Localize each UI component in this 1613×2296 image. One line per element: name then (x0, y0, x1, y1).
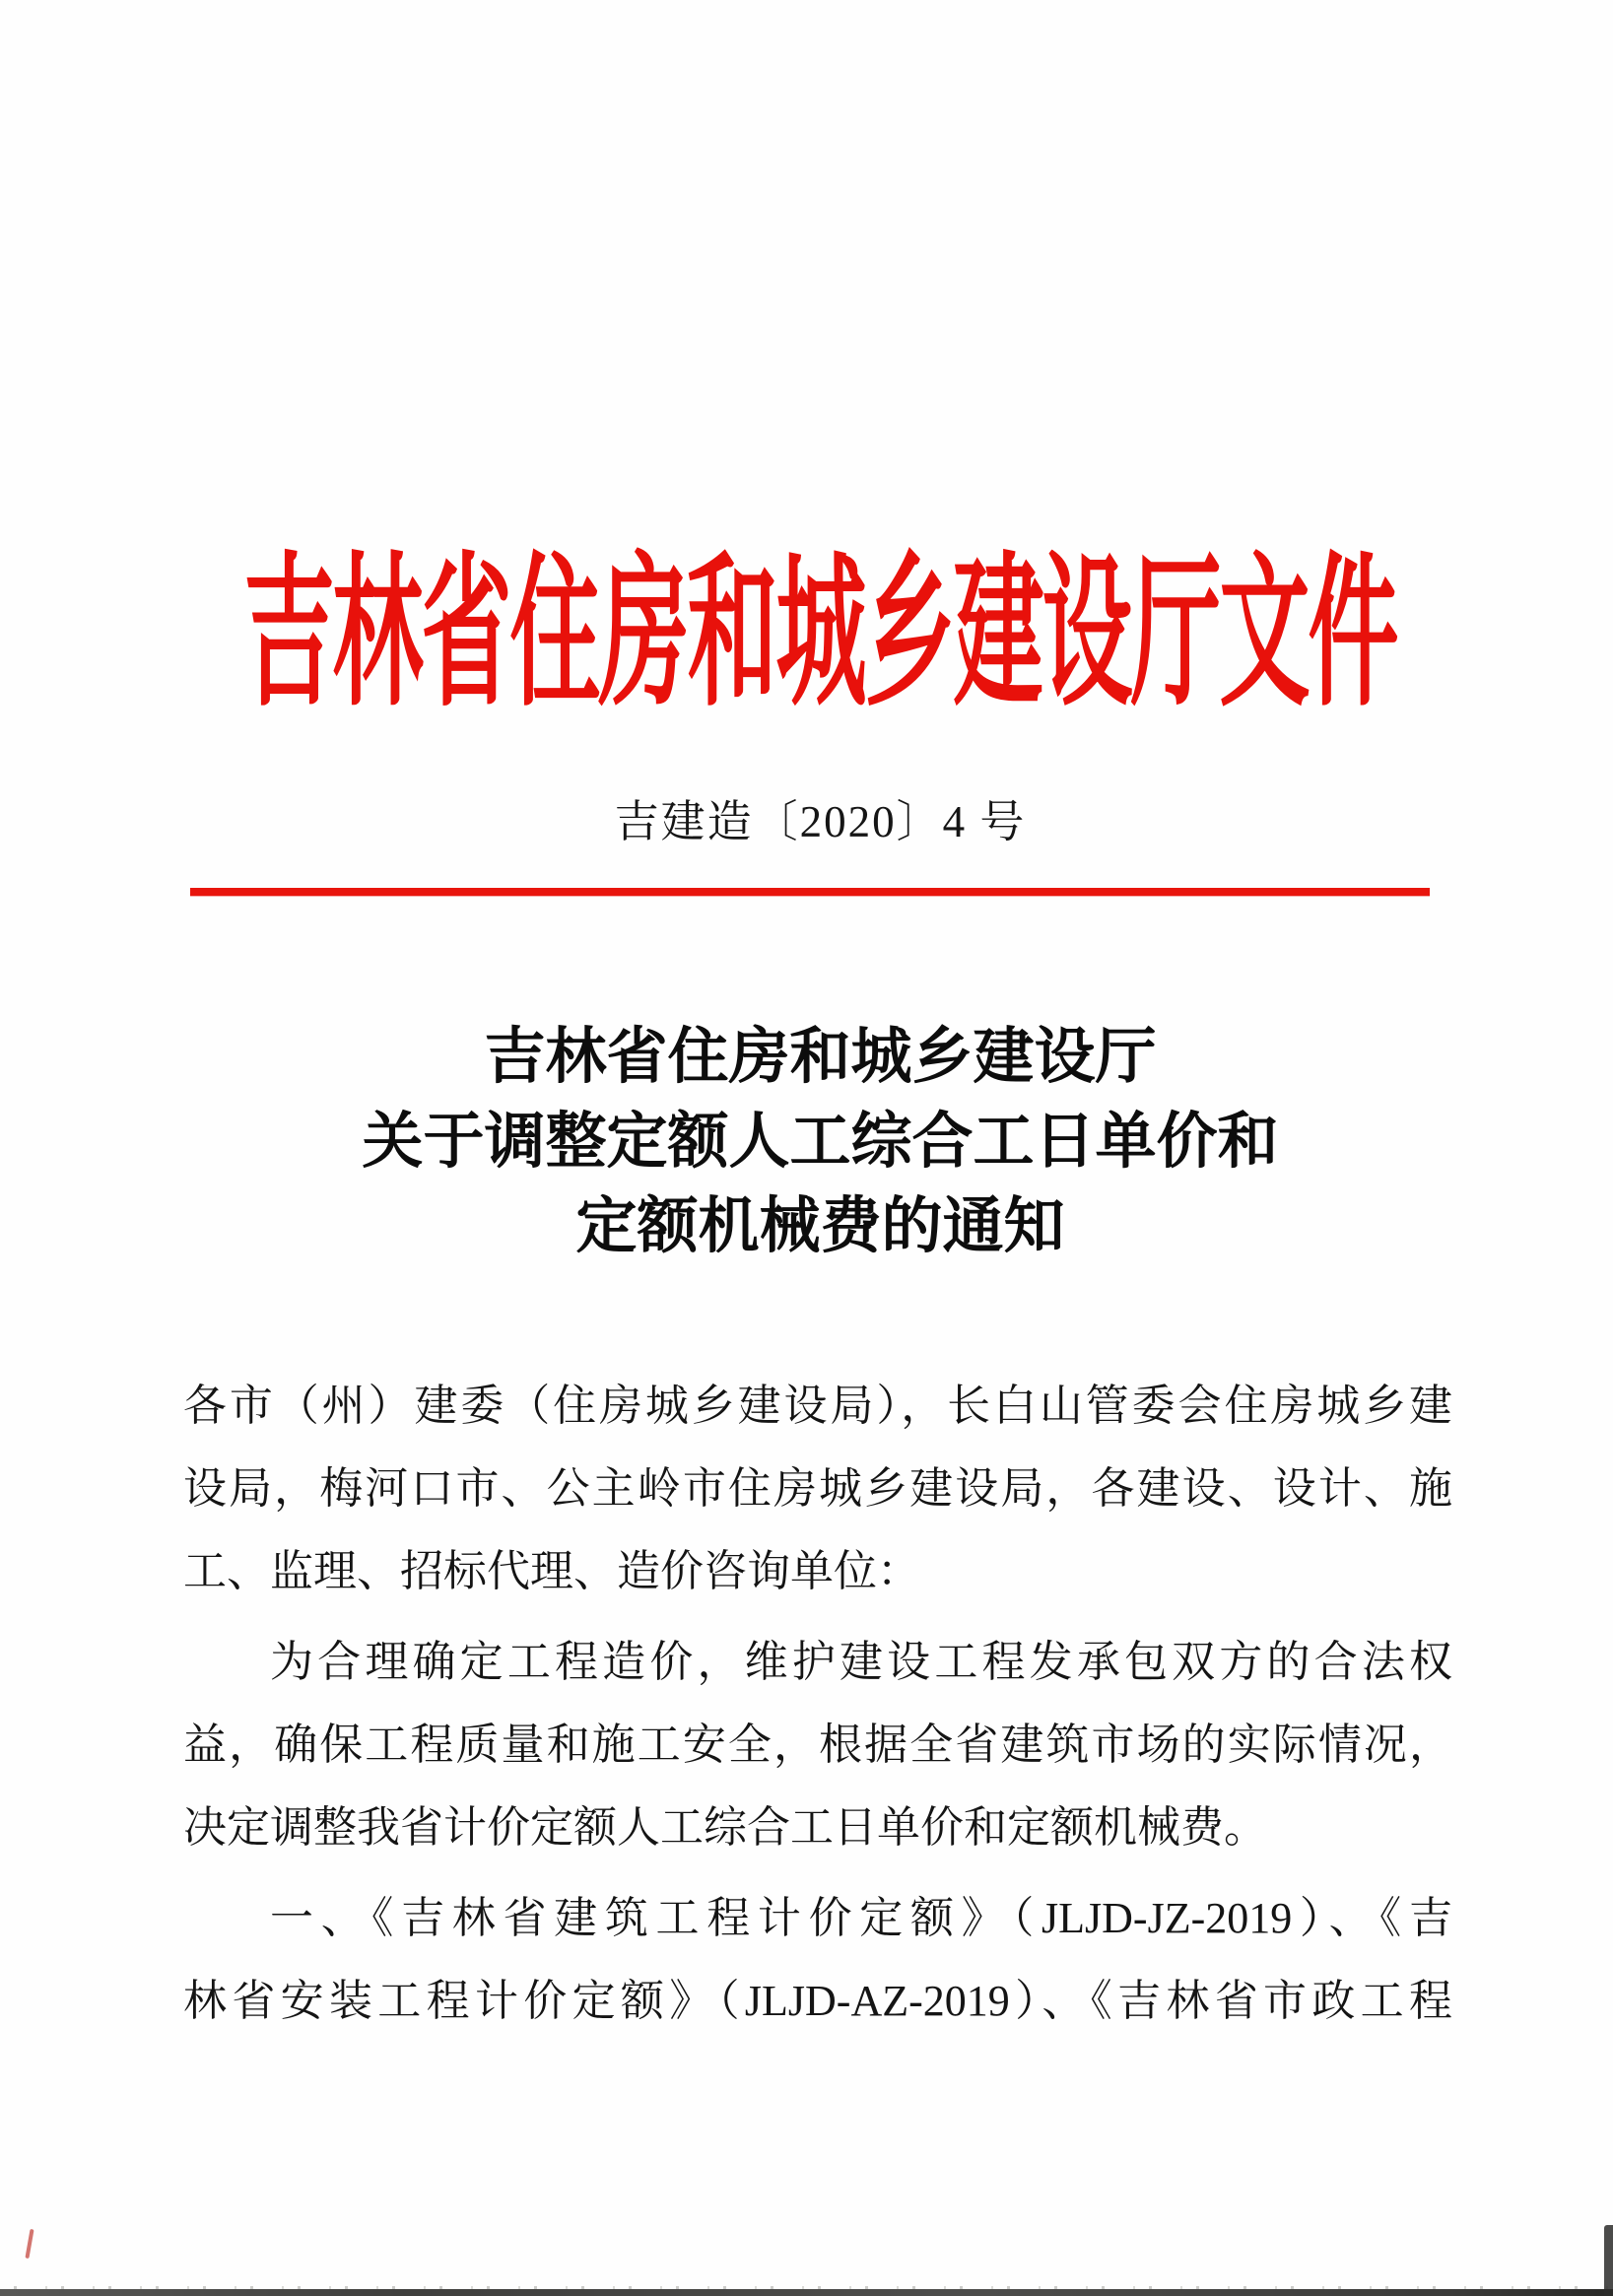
red-rule (190, 888, 1430, 896)
notice-title-line-1: 吉林省住房和城乡建设厅 (484, 1024, 1157, 1091)
body-line: 各市（州）建委（住房城乡建设局），长白山管委会住房城乡建 (183, 1382, 1452, 1430)
body-line: 设局，梅河口市、公主岭市住房城乡建设局，各建设、设计、施 (183, 1464, 1452, 1513)
body-line: 林省安装工程计价定额》（JLJD-AZ-2019）、《吉林省市政工程 (183, 1977, 1452, 2025)
scan-red-fiber (25, 2229, 34, 2259)
paragraph-item-one (183, 1877, 1452, 2043)
body-line: 决定调整我省计价定额人工综合工日单价和定额机械费。 (183, 1803, 1267, 1852)
paragraph-purpose (183, 1621, 1452, 1869)
body-line: 工、监理、招标代理、造价咨询单位： (183, 1547, 920, 1595)
body-line: 为合理确定工程造价，维护建设工程发承包双方的合法权 (270, 1638, 1452, 1686)
masthead-title: 吉林省住房和城乡建设厅文件 (243, 542, 1397, 726)
scan-bottom-edge (0, 2289, 1613, 2296)
document-number: 吉建造〔2020〕4 号 (614, 797, 1027, 846)
paragraph-recipients (183, 1365, 1452, 1613)
notice-title (14, 1015, 1613, 1269)
notice-title-line-2: 关于调整定额人工综合工日单价和 (362, 1109, 1279, 1176)
body-text (183, 1365, 1452, 2043)
scan-corner-smudge (1604, 2225, 1613, 2296)
body-line: 一、《吉林省建筑工程计价定额》（JLJD-JZ-2019）、《吉 (270, 1894, 1452, 1942)
notice-title-line-3: 定额机械费的通知 (575, 1193, 1065, 1260)
body-line: 益，确保工程质量和施工安全，根据全省建筑市场的实际情况， (183, 1721, 1452, 1769)
masthead (14, 530, 1613, 726)
